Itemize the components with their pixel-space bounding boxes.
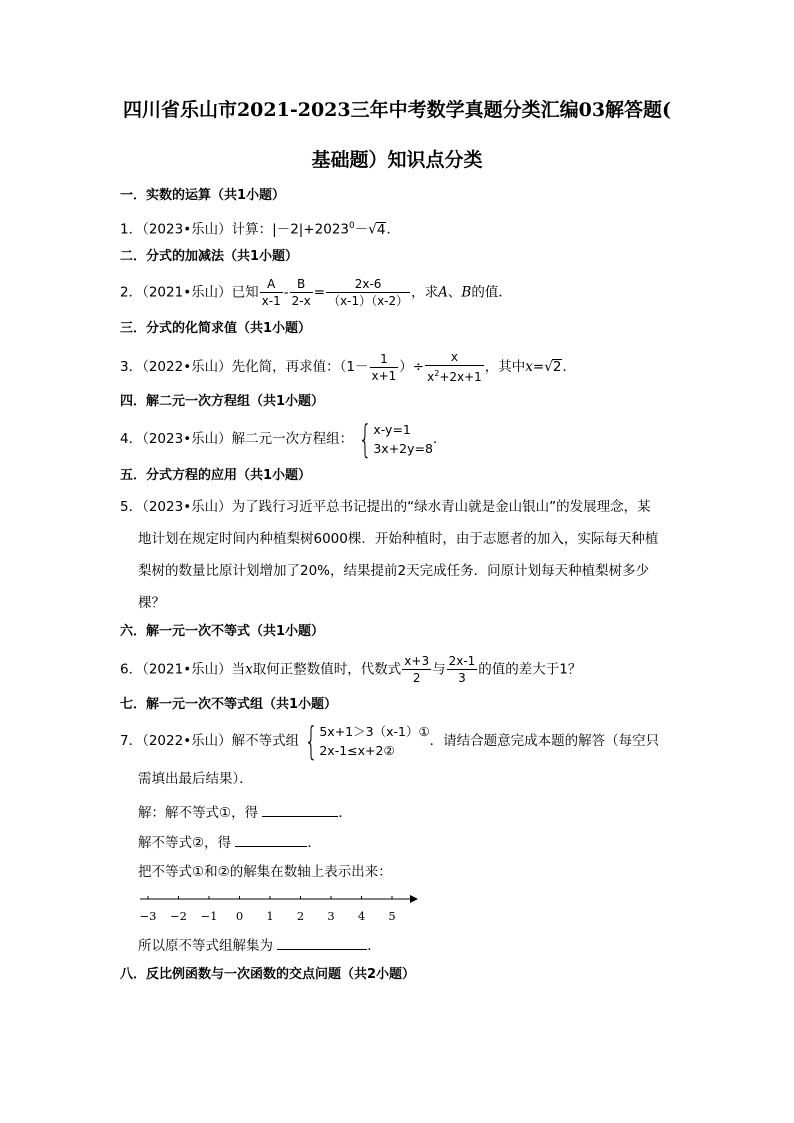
q7-inequality-system [299,719,430,763]
q2-suffix-a: ，求 [411,284,439,301]
q4-prefix: 4．（2023•乐山）解二元一次方程组： [120,431,354,447]
q6-fraction-1 [402,654,431,685]
question-7 [120,719,660,763]
number-line-tick-label: −2 [170,909,187,923]
q7-step-4 [138,937,381,954]
q2-suffix-b: 的值． [471,284,512,301]
q6-and: 与 [432,661,446,678]
q3-fraction-2-numerator: x [425,350,484,366]
q2-fraction-c-denominator: （x-1）（x-2） [328,294,409,308]
q7-step-1 [138,804,352,821]
number-line-tick-label: −3 [139,909,157,923]
number-line-tick-label: −1 [200,909,218,923]
q7-step-4-text: 所以原不等式组解集为 [138,938,273,954]
q2-fraction-a-denominator: x-1 [261,294,281,308]
section-heading-5: 五．分式方程的应用（共1小题） [120,468,312,483]
q7-step-2-text: 解不等式②，得 [138,835,232,851]
q7-step-4-end: ． [367,938,381,954]
q3-den-rest: +2x+1 [439,370,482,384]
q6-fraction-1-numerator: x+3 [404,654,430,668]
q4-equation-1: x-y=1 [373,422,411,437]
q7-step-3: 把不等式①和②的解集在数轴上表示出来： [138,864,392,880]
q2-fraction-c-numerator: 2x-6 [326,277,410,293]
q4-end: ． [432,431,447,447]
number-line-tick-label: 5 [388,909,396,923]
q3-fraction-1-numerator: 1 [370,352,399,368]
q2-fraction-b-denominator: 2-x [291,294,311,308]
q3-var: x [525,359,533,375]
q7-step-1-end: ． [338,805,352,821]
q1-end: ． [386,221,400,238]
section-heading-8: 八．反比例函数与一次函数的交点问题（共2小题） [120,967,416,982]
q3-prefix: 3．（2022•乐山）先化简，再求值：（1－ [120,359,369,375]
answer-blank-1[interactable] [262,804,338,817]
q3-fraction-1 [370,352,399,383]
section-heading-7: 七．解一元一次不等式组（共1小题） [120,697,338,712]
q6-prefix: 6．（2021•乐山）当 [120,661,246,678]
q7-step-1-text: 解：解不等式①，得 [138,805,259,821]
number-line-tick-label: 1 [266,909,274,923]
q1-minus: － [354,221,369,238]
number-line-tick-label: 3 [327,909,335,923]
q6-var: x [245,661,253,678]
question-4 [120,417,447,461]
question-2 [120,277,512,308]
arrow-right-icon [410,895,418,903]
q7-suffix: ．请结合题意完成本题的解答（每空只 [429,733,660,749]
q6-fraction-2-denominator: 3 [458,671,466,685]
answer-blank-2[interactable] [235,834,307,847]
question-5-line-1: 5．（2023•乐山）为了践行习近平总书记提出的“绿水青山就是金山银山”的发展理念，某 [120,499,651,515]
q7-step-2-end: ． [307,835,321,851]
q2-prefix: 2．（2021•乐山）已知 [120,284,259,301]
q2-minus: - [283,284,289,301]
q7-inequality-1: 5x+1＞3（x-1）① [319,724,430,739]
q2-var-b: B [461,284,472,301]
q4-equation-system [353,417,433,461]
document-title-line-2: 基础题）知识点分类 [311,149,483,171]
q6-fraction-2 [447,654,478,685]
q2-fraction-a-numerator: A [260,277,283,293]
q3-end: ． [562,359,576,375]
section-heading-4: 四．解二元一次方程组（共1小题） [120,394,325,409]
q2-var-a: A [438,284,448,301]
q3-equals: = [532,359,545,375]
q3-suffix: ，其中 [484,359,526,375]
q2-fraction-b-numerator: B [290,277,313,293]
document-title-line-1: 四川省乐山市2021-2023三年中考数学真题分类汇编03解答题( [122,99,672,121]
section-heading-2: 二．分式的加减法（共1小题） [120,249,299,264]
q6-mid: 取何正整数值时，代数式 [252,661,402,678]
q6-suffix: 的值的差大于1？ [478,661,582,678]
answer-blank-3[interactable] [277,937,367,950]
question-5-line-2: 地计划在规定时间内种植梨树6000棵．开始种植时，由于志愿者的加入，实际每天种植 [138,531,659,547]
question-3 [120,350,576,384]
q1-prefix: 1．（2023•乐山）计算：|－2|+2023 [120,221,350,238]
question-5-line-3: 梨树的数量比原计划增加了20%，结果提前2天完成任务．问原计划每天种植梨树多少 [138,563,650,579]
q3-den-exponent: 2 [434,369,440,378]
q2-sep: 、 [447,284,462,301]
q1-radicand: 4 [376,221,386,238]
section-heading-1: 一．实数的运算（共1小题） [120,188,286,203]
q6-fraction-1-denominator: 2 [412,671,421,685]
q2-equals: = [313,284,326,301]
question-5-line-4: 棵？ [138,595,165,611]
q6-fraction-2-numerator: 2x-1 [448,654,476,668]
q2-fraction-b [290,277,313,308]
q2-fraction-a [260,277,283,308]
left-brace-icon: { [358,417,372,461]
q3-divide: ）÷ [399,359,425,375]
number-line-tick-label: 0 [235,909,244,923]
number-line-tick-label: 2 [296,909,305,923]
q3-fraction-2-denominator [425,366,484,384]
q3-den-base: x [427,370,435,384]
q2-fraction-c [326,277,410,308]
question-6 [120,654,581,685]
left-brace-icon: { [304,719,318,763]
question-1 [120,218,400,238]
q3-fraction-1-denominator: x+1 [371,368,397,383]
q1-exponent: 0 [349,221,355,231]
section-heading-3: 三．分式的化简求值（共1小题） [120,321,312,336]
sqrt-sign: √ [368,221,377,238]
q7-prefix: 7．（2022•乐山）解不等式组 [120,733,300,749]
question-7-line-2: 需填出最后结果）． [138,771,253,787]
q3-radicand: 2 [552,359,562,375]
number-line-tick-label: 4 [357,909,366,923]
sqrt-sign: √ [544,359,553,375]
section-heading-6: 六．解一元一次不等式（共1小题） [120,624,325,639]
q3-fraction-2 [425,350,484,384]
q7-step-2 [138,834,321,851]
number-line [138,888,428,928]
q7-inequality-2: 2x-1≤x+2② [319,743,395,758]
q4-equation-2: 3x+2y=8 [373,441,433,456]
